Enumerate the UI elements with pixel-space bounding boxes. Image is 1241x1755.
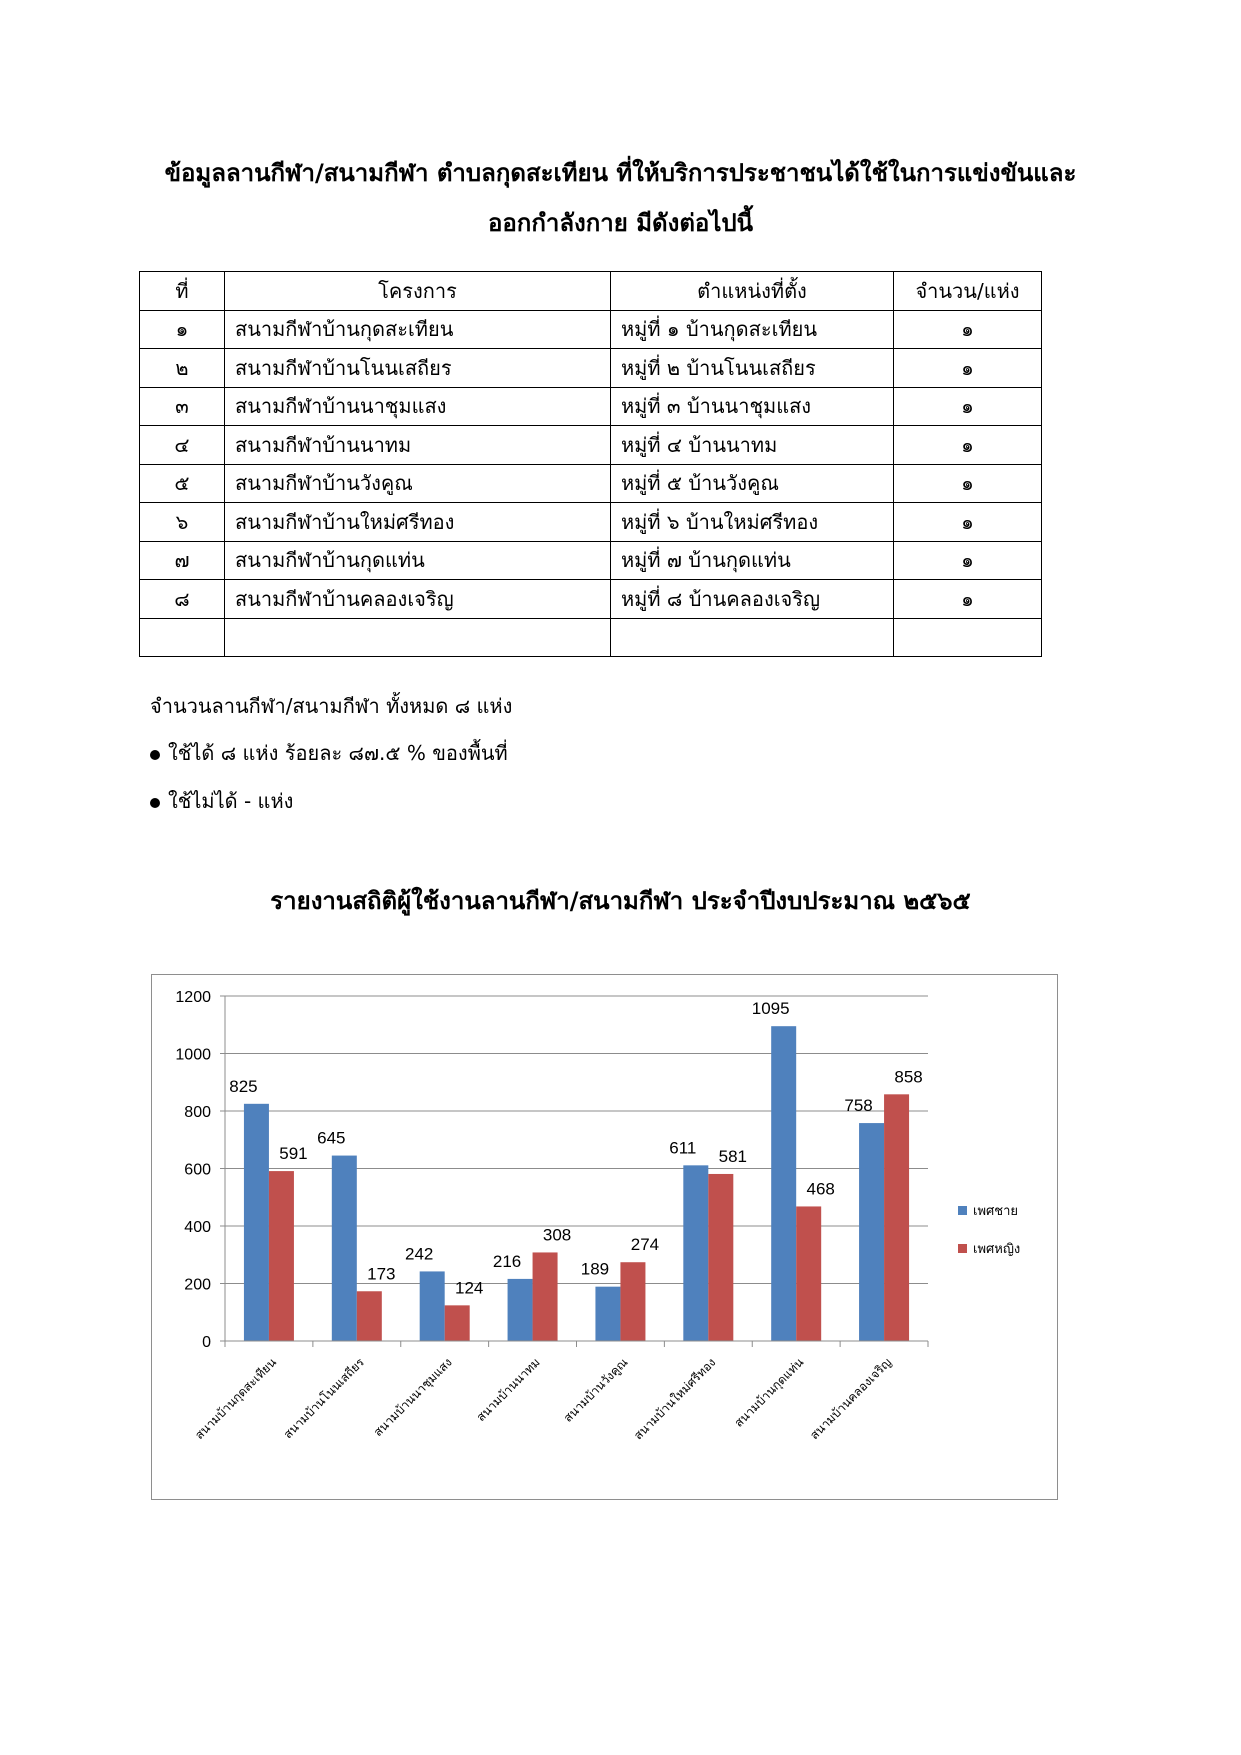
- cell-no: ๑: [140, 310, 225, 349]
- cell-location: หมู่ที่ ๒ บ้านโนนเสถียร: [611, 349, 894, 388]
- cell-project: สนามกีฬาบ้านนาทม: [225, 426, 611, 465]
- bar-male: [859, 1123, 884, 1341]
- legend-label: เพศหญิง: [973, 1242, 1021, 1257]
- header-location: ตำแหน่งที่ตั้ง: [611, 272, 894, 311]
- cell-no: [140, 618, 225, 657]
- x-category-label: สนามบ้านคลองเจริญ: [807, 1355, 895, 1443]
- bar-female: [708, 1174, 733, 1341]
- cell-no: ๔: [140, 426, 225, 465]
- x-category-label: สนามบ้านนาชุมแสง: [370, 1355, 455, 1440]
- legend-swatch: [958, 1206, 967, 1215]
- header-no: ที่: [140, 272, 225, 311]
- x-category-label: สนามบ้านกุดแท่น: [731, 1355, 807, 1430]
- cell-count: ๑: [894, 541, 1042, 580]
- data-label: 645: [317, 1128, 346, 1148]
- bar-female: [620, 1262, 645, 1341]
- bar-chart: [151, 974, 1058, 1500]
- cell-count: [894, 618, 1042, 657]
- bullet-icon: [150, 750, 160, 760]
- cell-location: หมู่ที่ ๘ บ้านคลองเจริญ: [611, 580, 894, 619]
- cell-project: สนามกีฬาบ้านโนนเสถียร: [225, 349, 611, 388]
- data-label: 216: [492, 1251, 522, 1271]
- data-label: 242: [405, 1244, 434, 1264]
- cell-count: ๑: [894, 310, 1042, 349]
- page-title-line-2: ออกกำลังกาย มีดังต่อไปนี้: [487, 209, 754, 237]
- bar-male: [508, 1279, 533, 1341]
- cell-count: ๑: [894, 349, 1042, 388]
- bullet-icon: [150, 798, 160, 808]
- cell-project: [225, 618, 611, 657]
- data-label: 591: [279, 1144, 308, 1164]
- page-title-line-1: ข้อมูลลานกีฬา/สนามกีฬา ตำบลกุดสะเทียน ที่ให้บริการประชาชนได้ใช้ในการแข่งขันและ: [164, 159, 1077, 187]
- table-header-row: [140, 272, 1042, 311]
- cell-location: หมู่ที่ ๑ บ้านกุดสะเทียน: [611, 310, 894, 349]
- data-label: 189: [580, 1259, 610, 1279]
- cell-location: [611, 618, 894, 657]
- cell-project: สนามกีฬาบ้านนาชุมแสง: [225, 387, 611, 426]
- data-label: 468: [806, 1179, 835, 1199]
- table-row: [140, 387, 1042, 426]
- data-label: 611: [669, 1138, 697, 1158]
- cell-project: สนามกีฬาบ้านกุดสะเทียน: [225, 310, 611, 349]
- table-row: [140, 503, 1042, 542]
- cell-location: หมู่ที่ ๗ บ้านกุดแท่น: [611, 541, 894, 580]
- summary-usable: [150, 737, 508, 769]
- x-category-label: สนามบ้านวังคูณ: [560, 1355, 631, 1425]
- data-label: 308: [542, 1225, 572, 1245]
- cell-project: สนามกีฬาบ้านวังคูณ: [225, 464, 611, 503]
- bar-female: [533, 1252, 558, 1341]
- cell-no: ๒: [140, 349, 225, 388]
- chart-canvas: [152, 975, 1056, 1498]
- bar-female: [445, 1305, 470, 1341]
- bar-male: [771, 1026, 796, 1341]
- header-project: โครงการ: [225, 272, 611, 311]
- cell-project: สนามกีฬาบ้านกุดแท่น: [225, 541, 611, 580]
- cell-count: ๑: [894, 387, 1042, 426]
- table-row: [140, 349, 1042, 388]
- summary-total: จำนวนลานกีฬา/สนามกีฬา ทั้งหมด ๘ แห่ง: [150, 694, 513, 718]
- summary-unusable-text: ใช้ไม่ได้ - แห่ง: [168, 789, 294, 813]
- cell-count: ๑: [894, 426, 1042, 465]
- data-label: 825: [229, 1076, 258, 1096]
- data-label: 858: [894, 1067, 923, 1087]
- x-category-label: สนามบ้านใหม่ศรีทอง: [631, 1355, 719, 1443]
- x-category-label: สนามบ้านกุดสะเทียน: [192, 1355, 280, 1443]
- y-tick-label: 600: [184, 1161, 211, 1179]
- data-label: 758: [844, 1096, 873, 1116]
- data-label: 274: [630, 1235, 660, 1255]
- cell-location: หมู่ที่ ๕ บ้านวังคูณ: [611, 464, 894, 503]
- y-tick-label: 1200: [175, 989, 211, 1006]
- x-category-label: สนามบ้านโนนเสถียร: [280, 1355, 367, 1442]
- summary-usable-text: ใช้ได้ ๘ แห่ง ร้อยละ ๘๗.๕ % ของพื้นที่: [168, 741, 508, 765]
- cell-no: ๗: [140, 541, 225, 580]
- summary-unusable: [150, 785, 293, 817]
- bar-male: [683, 1165, 708, 1341]
- cell-location: หมู่ที่ ๔ บ้านนาทม: [611, 426, 894, 465]
- cell-project: สนามกีฬาบ้านใหม่ศรีทอง: [225, 503, 611, 542]
- cell-no: ๓: [140, 387, 225, 426]
- chart-title: รายงานสถิติผู้ใช้งานลานกีฬา/สนามกีฬา ประจำปีงบประมาณ ๒๕๖๕: [270, 887, 971, 915]
- header-count: จำนวน/แห่ง: [894, 272, 1042, 311]
- cell-count: ๑: [894, 503, 1042, 542]
- data-label: 581: [718, 1146, 747, 1166]
- cell-location: หมู่ที่ ๓ บ้านนาชุมแสง: [611, 387, 894, 426]
- y-tick-label: 1000: [175, 1046, 211, 1064]
- cell-no: ๘: [140, 580, 225, 619]
- bar-female: [884, 1094, 909, 1341]
- bar-female: [269, 1171, 294, 1341]
- table-row: [140, 464, 1042, 503]
- table-row: [140, 426, 1042, 465]
- x-category-label: สนามบ้านนาทม: [473, 1355, 543, 1425]
- cell-no: ๖: [140, 503, 225, 542]
- y-tick-label: 800: [184, 1104, 211, 1121]
- legend-label: เพศชาย: [973, 1204, 1019, 1219]
- data-label: 124: [455, 1278, 484, 1298]
- bar-female: [357, 1291, 382, 1341]
- y-tick-label: 400: [184, 1219, 211, 1236]
- facilities-table: [139, 271, 1042, 657]
- cell-project: สนามกีฬาบ้านคลองเจริญ: [225, 580, 611, 619]
- cell-count: ๑: [894, 580, 1042, 619]
- bar-male: [595, 1287, 620, 1341]
- table-row: [140, 580, 1042, 619]
- data-label: 1095: [751, 999, 790, 1019]
- bar-male: [332, 1156, 357, 1341]
- cell-location: หมู่ที่ ๖ บ้านใหม่ศรีทอง: [611, 503, 894, 542]
- table-row: [140, 618, 1042, 657]
- y-tick-label: 0: [202, 1334, 211, 1351]
- y-tick-label: 200: [184, 1276, 211, 1294]
- bar-female: [796, 1206, 821, 1341]
- cell-no: ๕: [140, 464, 225, 503]
- cell-count: ๑: [894, 464, 1042, 503]
- bar-male: [420, 1271, 445, 1341]
- table-row: [140, 541, 1042, 580]
- bar-male: [244, 1104, 269, 1341]
- legend-swatch: [958, 1244, 967, 1253]
- table-row: [140, 310, 1042, 349]
- data-label: 173: [367, 1264, 396, 1284]
